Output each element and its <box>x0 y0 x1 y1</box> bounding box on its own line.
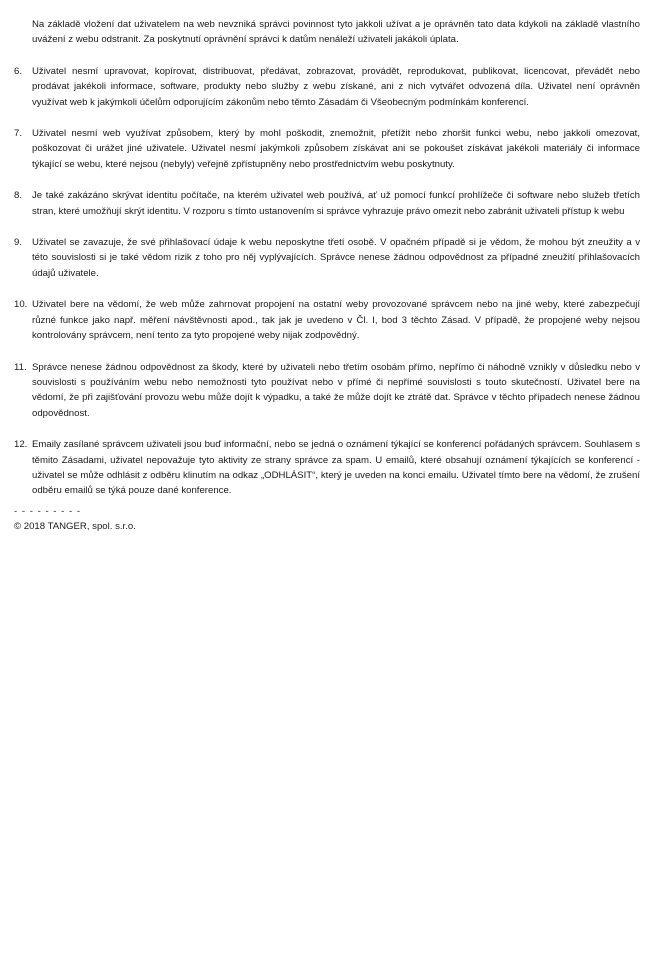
clause-text: Uživatel nesmí upravovat, kopírovat, distribuovat, předávat, zobrazovat, provádět, reprodukovat, publikovat, licencovat, převádět nebo prodávat jakékoli informace, software, produkty nebo služby z webu získané, ani z nich vytvářet odvozená díla. Uživatel není oprávněn využívat web k jakýmkoli účelům odporujícím zákonům nebo těmto Zásadám či Všeobecným podmínkám konferencí. <box>32 65 640 108</box>
clause-text: Emaily zasílané správcem uživateli jsou buď informační, nebo se jedná o oznámení týkající se konferencí pořádaných správcem. Souhlasem s těmito Zásadami, uživatel nepovažuje tyto aktivity ze strany správce za spam. U emailů, které obsahují oznámení týkajících se konferencí - uživatel se může odhlásit z odběru klinutím na odkaz „ODHLÁSIT“, který je uveden na konci emailu. Uživatel tímto bere na vědomí, že zrušení odběru emailů se týká pouze dané konference. <box>32 439 640 497</box>
clause-text: Uživatel bere na vědomí, že web může zahrnovat propojení na ostatní weby provozované správcem nebo na jiné weby, které zabezpečují různé funkce jako např. měření návštěvnosti apod., tak jak je uvedeno v Čl. I, bod 3 těchto Zásad. V případě, že propojené weby nejsou kontrolovány správcem, není tento za tyto propojené weby nijak zodpovědný. <box>32 299 640 342</box>
clause-item <box>14 437 640 499</box>
clause-item <box>14 188 640 219</box>
footer-divider: - - - - - - - - - <box>14 505 82 517</box>
clause-text: Správce nenese žádnou odpovědnost za škody, které by uživateli nebo třetím osobám přímo, nepřímo či náhodně vznikly v důsledku nebo v souvislosti s používáním webu nebo nemožnosti tyto používat nebo v přímé či nepřímé souvislosti s touto skutečností. Uživatel bere na vědomí, že při zajišťování provozu webu může dojít k výpadku, a také že může dojít ke ztrátě dat. Správce v těchto případech nenese žádnou odpovědnost. <box>32 361 640 419</box>
intro-paragraph: Na základě vložení dat uživatelem na web nevzniká správci povinnost tyto jakkoli užívat a je oprávněn tato data kdykoli na základě vlastního uvážení z webu odstranit. Za poskytnutí oprávnění správci k datům nenáleží uživateli jakákoli úplata. <box>32 19 640 46</box>
clause-number: 12. <box>14 439 28 451</box>
clause-item <box>14 360 640 422</box>
clause-item <box>14 235 640 281</box>
clause-item <box>14 297 640 343</box>
clause-number: 10. <box>14 299 28 311</box>
clause-list <box>14 64 640 499</box>
copyright-notice: © 2018 TANGER, spol. s.r.o. <box>14 520 136 532</box>
clause-text: Uživatel se zavazuje, že své přihlašovací údaje k webu neposkytne třetí osobě. V opačném případě si je vědom, že mohou být zneužity a v této souvislosti si je také vědom rizik z toho pro něj vyplývajících. Správce nenese žádnou odpovědnost za případné zneužití přihlašovacích údajů uživatele. <box>32 237 640 279</box>
clause-number: 7. <box>14 128 23 140</box>
clause-item <box>14 126 640 172</box>
clause-number: 8. <box>14 190 23 202</box>
clause-number: 6. <box>14 65 23 77</box>
clause-number: 11. <box>14 361 27 373</box>
clause-number: 9. <box>14 237 23 249</box>
clause-item <box>14 64 640 110</box>
clause-text: Uživatel nesmí web využívat způsobem, který by mohl poškodit, znemožnit, přetížit nebo zhoršit funkci webu, nebo jakkoli omezovat, poškozovat či urážet jiné uživatele. Uživatel nesmí jakýmkoli způsobem získávat ani se pokoušet získávat jakékoli materiály či informace týkající se webu, které nejsou (nebyly) veřejně zpřístupněny nebo prostřednictvím webu poskytnuty. <box>32 128 640 170</box>
clause-text: Je také zakázáno skrývat identitu počítače, na kterém uživatel web používá, ať už pomocí funkcí prohlížeče či software nebo služeb třetích stran, které umožňují skrýt identitu. V rozporu s tímto ustanovením si správce vyhrazuje právo omezit nebo zabránit uživateli přístup k webu <box>32 190 640 217</box>
